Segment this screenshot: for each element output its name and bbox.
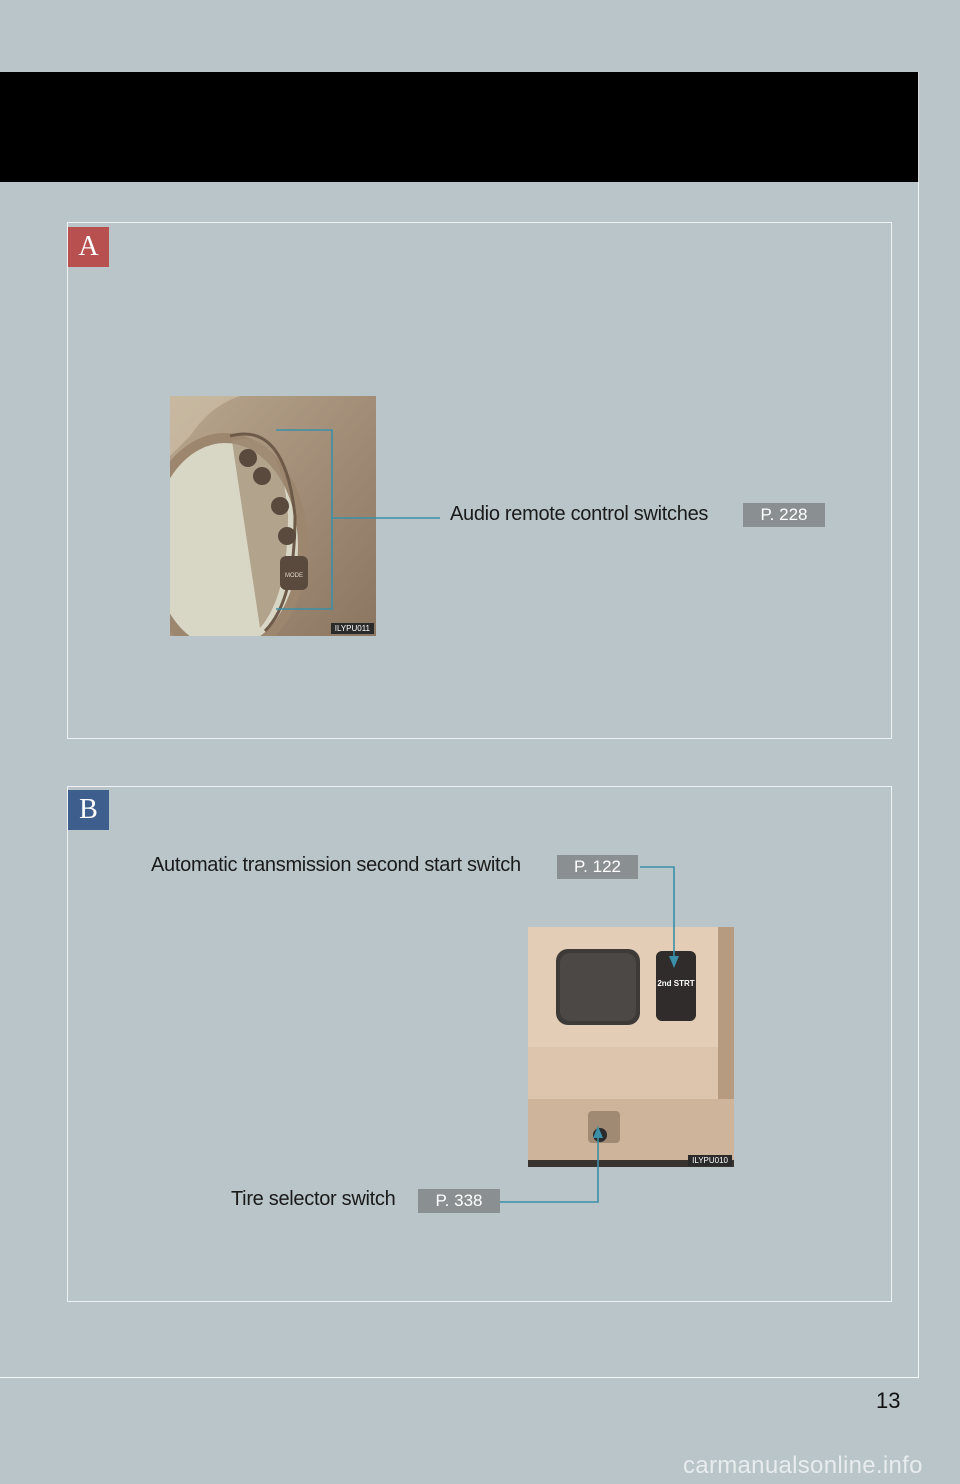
page-ref-338[interactable]: P. 338 bbox=[418, 1189, 500, 1213]
page-number: 13 bbox=[876, 1388, 901, 1413]
page-ref-122[interactable]: P. 122 bbox=[557, 855, 638, 879]
arrowhead-tire-selector bbox=[593, 1126, 603, 1138]
section-a-tag: A bbox=[68, 227, 109, 267]
second-start-label: Automatic transmission second start switch bbox=[151, 854, 521, 876]
second-start-leader-line bbox=[640, 867, 674, 960]
second-start-switch-text: 2nd STRT bbox=[657, 979, 695, 988]
svg-text:MODE: MODE bbox=[285, 573, 303, 579]
tire-selector-leader-line bbox=[500, 1134, 598, 1202]
audio-bracket-line bbox=[276, 430, 332, 609]
photo-code-a: ILYPU011 bbox=[331, 623, 374, 634]
page-ref-228[interactable]: P. 228 bbox=[743, 503, 825, 527]
tire-selector-label: Tire selector switch bbox=[231, 1188, 396, 1210]
arrowhead-second-start bbox=[669, 956, 679, 968]
section-b-tag: B bbox=[68, 790, 109, 830]
audio-remote-label: Audio remote control switches bbox=[450, 503, 709, 525]
watermark: carmanualsonline.info bbox=[683, 1452, 923, 1479]
photo-code-b: ILYPU010 bbox=[688, 1155, 732, 1166]
